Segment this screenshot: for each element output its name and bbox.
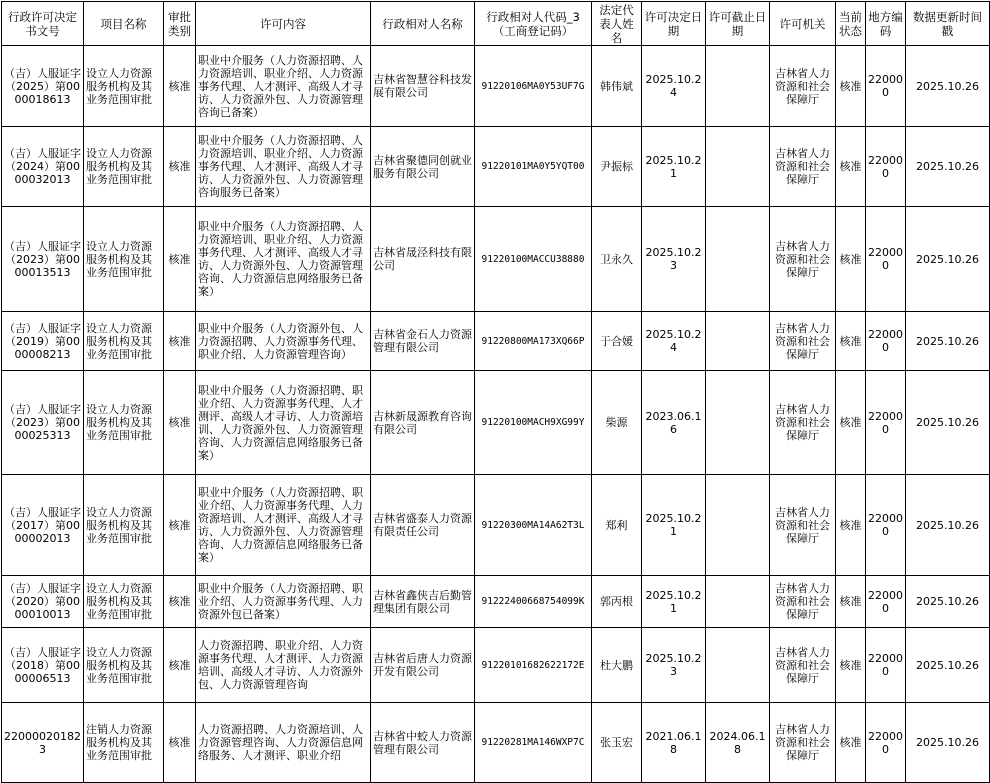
cell-content: 职业中介服务（人力资源招聘、人力资源培训、职业介绍、人力资源事务代理、人才测评、高级人才寻访、人力资源外包、人力资源管理咨询服务已备案） [196, 127, 371, 207]
cell-decision-date: 2025.10.21 [642, 576, 706, 628]
cell-category: 核准 [164, 475, 196, 576]
cell-status: 核准 [836, 576, 866, 628]
cell-authority: 吉林省人力资源和社会保障厅 [770, 46, 836, 127]
cell-region: 220000 [866, 576, 906, 628]
cell-company: 吉林省后唐人力资源开发有限公司 [371, 628, 475, 703]
cell-rep: 尹振标 [592, 127, 642, 207]
table-row [2, 576, 990, 628]
cell-code: 91220101682622172E [475, 628, 592, 703]
cell-authority: 吉林省人力资源和社会保障厅 [770, 576, 836, 628]
cell-company: 吉林省盛泰人力资源有限责任公司 [371, 475, 475, 576]
cell-project: 设立人力资源服务机构及其业务范围审批 [84, 46, 164, 127]
table-row [2, 371, 990, 475]
cell-category: 核准 [164, 127, 196, 207]
cell-status: 核准 [836, 475, 866, 576]
cell-category: 核准 [164, 371, 196, 475]
cell-code: 91220281MA146WXP7C [475, 703, 592, 783]
header-status: 当前状态 [836, 2, 866, 46]
cell-decision-date: 2025.10.21 [642, 127, 706, 207]
cell-doc-no: （吉）人服证字（2018）第0000006513 [2, 628, 84, 703]
cell-category: 核准 [164, 628, 196, 703]
cell-authority: 吉林省人力资源和社会保障厅 [770, 127, 836, 207]
cell-content: 人力资源招聘、职业介绍、人力资源事务代理、人才测评、人力资源培训、高级人才寻访、人力资源外包、人力资源管理咨询 [196, 628, 371, 703]
cell-decision-date: 2025.10.24 [642, 46, 706, 127]
cell-code: 91220106MA0Y53UF7G [475, 46, 592, 127]
cell-decision-date: 2025.10.23 [642, 628, 706, 703]
cell-status: 核准 [836, 46, 866, 127]
cell-end-date [706, 207, 770, 312]
cell-code: 91220100MACCU38880 [475, 207, 592, 312]
cell-status: 核准 [836, 371, 866, 475]
cell-content: 职业中介服务（人力资源外包、人力资源招聘、人力资源事务代理、职业介绍、人力资源管理咨询） [196, 312, 371, 371]
cell-category: 核准 [164, 576, 196, 628]
header-decision-date: 许可决定日期 [642, 2, 706, 46]
cell-code: 91220800MA173XQ66P [475, 312, 592, 371]
cell-updated: 2025.10.26 [906, 703, 990, 783]
cell-region: 220000 [866, 127, 906, 207]
cell-doc-no: （吉）人服证字（2025）第0000018613 [2, 46, 84, 127]
cell-end-date [706, 628, 770, 703]
header-content: 许可内容 [196, 2, 371, 46]
cell-decision-date: 2021.06.18 [642, 703, 706, 783]
cell-updated: 2025.10.26 [906, 628, 990, 703]
cell-code: 91220300MA14A62T3L [475, 475, 592, 576]
header-end-date: 许可截止日期 [706, 2, 770, 46]
table-row [2, 628, 990, 703]
cell-rep: 杜大鹏 [592, 628, 642, 703]
header-row [2, 2, 990, 46]
cell-code: 91220100MACH9XG99Y [475, 371, 592, 475]
cell-category: 核准 [164, 207, 196, 312]
table-row [2, 46, 990, 127]
cell-project: 设立人力资源服务机构及其业务范围审批 [84, 127, 164, 207]
cell-doc-no: （吉）人服证字（2020）第0000010013 [2, 576, 84, 628]
cell-rep: 于合媛 [592, 312, 642, 371]
cell-category: 核准 [164, 312, 196, 371]
cell-company: 吉林新晟源教育咨询有限公司 [371, 371, 475, 475]
cell-region: 220000 [866, 703, 906, 783]
cell-updated: 2025.10.26 [906, 207, 990, 312]
cell-decision-date: 2025.10.23 [642, 207, 706, 312]
cell-company: 吉林省鑫侠吉后勤管理集团有限公司 [371, 576, 475, 628]
cell-authority: 吉林省人力资源和社会保障厅 [770, 628, 836, 703]
header-doc-no: 行政许可决定书文号 [2, 2, 84, 46]
table-row [2, 127, 990, 207]
cell-region: 220000 [866, 207, 906, 312]
cell-content: 职业中介服务（人力资源招聘、职业介绍、人力资源事务代理、人力资源外包已备案） [196, 576, 371, 628]
cell-decision-date: 2025.10.24 [642, 312, 706, 371]
cell-status: 核准 [836, 127, 866, 207]
cell-rep: 柴源 [592, 371, 642, 475]
cell-region: 220000 [866, 475, 906, 576]
cell-authority: 吉林省人力资源和社会保障厅 [770, 475, 836, 576]
cell-status: 核准 [836, 628, 866, 703]
cell-end-date [706, 46, 770, 127]
table-row [2, 207, 990, 312]
cell-decision-date: 2023.06.16 [642, 371, 706, 475]
cell-region: 220000 [866, 371, 906, 475]
cell-project: 注销人力资源服务机构及其业务范围审批 [84, 703, 164, 783]
cell-updated: 2025.10.26 [906, 371, 990, 475]
header-authority: 许可机关 [770, 2, 836, 46]
header-code: 行政相对人代码_3（工商登记码） [475, 2, 592, 46]
permit-table [1, 1, 990, 783]
header-updated: 数据更新时间戳 [906, 2, 990, 46]
cell-region: 220000 [866, 628, 906, 703]
cell-end-date [706, 127, 770, 207]
cell-category: 核准 [164, 703, 196, 783]
cell-decision-date: 2025.10.21 [642, 475, 706, 576]
table-row [2, 475, 990, 576]
header-project: 项目名称 [84, 2, 164, 46]
cell-company: 吉林省金石人力资源管理有限公司 [371, 312, 475, 371]
cell-region: 220000 [866, 312, 906, 371]
cell-updated: 2025.10.26 [906, 312, 990, 371]
cell-project: 设立人力资源服务机构及其业务范围审批 [84, 628, 164, 703]
cell-project: 设立人力资源服务机构及其业务范围审批 [84, 576, 164, 628]
cell-rep: 郭丙根 [592, 576, 642, 628]
header-rep: 法定代表人姓名 [592, 2, 642, 46]
header-company: 行政相对人名称 [371, 2, 475, 46]
cell-end-date: 2024.06.18 [706, 703, 770, 783]
cell-doc-no: （吉）人服证字（2024）第0000032013 [2, 127, 84, 207]
table-row [2, 703, 990, 783]
cell-doc-no: （吉）人服证字（2019）第0000008213 [2, 312, 84, 371]
cell-content: 人力资源招聘、人力资源培训、人力资源管理咨询、人力资源信息网络服务、人才测评、职业介绍 [196, 703, 371, 783]
cell-updated: 2025.10.26 [906, 46, 990, 127]
cell-content: 职业中介服务（人力资源招聘、职业介绍、人力资源事务代理、人才测评、高级人才寻访、人力资源培训、人力资源外包、人力资源管理咨询、人力资源信息网络服务已备案） [196, 371, 371, 475]
cell-project: 设立人力资源服务机构及其业务范围审批 [84, 207, 164, 312]
cell-company: 吉林省智慧谷科技发展有限公司 [371, 46, 475, 127]
cell-end-date [706, 312, 770, 371]
cell-updated: 2025.10.26 [906, 475, 990, 576]
header-category: 审批类别 [164, 2, 196, 46]
cell-project: 设立人力资源服务机构及其业务范围审批 [84, 475, 164, 576]
cell-doc-no: （吉）人服证字（2017）第0000002013 [2, 475, 84, 576]
cell-updated: 2025.10.26 [906, 576, 990, 628]
cell-end-date [706, 371, 770, 475]
cell-rep: 卫永久 [592, 207, 642, 312]
cell-category: 核准 [164, 46, 196, 127]
cell-company: 吉林省晟泾科技有限公司 [371, 207, 475, 312]
cell-doc-no: （吉）人服证字（2023）第0000013513 [2, 207, 84, 312]
cell-authority: 吉林省人力资源和社会保障厅 [770, 207, 836, 312]
cell-end-date [706, 475, 770, 576]
cell-content: 职业中介服务（人力资源招聘、职业介绍、人力资源事务代理、人力资源培训、人才测评、高级人才寻访、人力资源外包、人力资源管理咨询、人力资源信息网络服务已备案） [196, 475, 371, 576]
cell-end-date [706, 576, 770, 628]
cell-authority: 吉林省人力资源和社会保障厅 [770, 703, 836, 783]
cell-rep: 韩伟斌 [592, 46, 642, 127]
cell-updated: 2025.10.26 [906, 127, 990, 207]
cell-content: 职业中介服务（人力资源招聘、人力资源培训、职业介绍、人力资源事务代理、人才测评、高级人才寻访、人力资源外包、人力资源管理咨询已备案） [196, 46, 371, 127]
cell-status: 核准 [836, 312, 866, 371]
cell-region: 220000 [866, 46, 906, 127]
cell-status: 核准 [836, 207, 866, 312]
cell-code: 91220101MA0Y5YQT00 [475, 127, 592, 207]
cell-doc-no: 220000201823 [2, 703, 84, 783]
header-region: 地方编码 [866, 2, 906, 46]
cell-authority: 吉林省人力资源和社会保障厅 [770, 312, 836, 371]
cell-company: 吉林省中蛟人力资源管理有限公司 [371, 703, 475, 783]
cell-project: 设立人力资源服务机构及其业务范围审批 [84, 312, 164, 371]
cell-doc-no: （吉）人服证字（2023）第0000025313 [2, 371, 84, 475]
cell-code: 91222400668754099K [475, 576, 592, 628]
cell-status: 核准 [836, 703, 866, 783]
cell-project: 设立人力资源服务机构及其业务范围审批 [84, 371, 164, 475]
cell-content: 职业中介服务（人力资源招聘、人力资源培训、职业介绍、人力资源事务代理、人才测评、高级人才寻访、人力资源外包、人力资源管理咨询、人力资源信息网络服务已备案） [196, 207, 371, 312]
cell-rep: 郑利 [592, 475, 642, 576]
table-row [2, 312, 990, 371]
cell-company: 吉林省聚德同创就业服务有限公司 [371, 127, 475, 207]
cell-authority: 吉林省人力资源和社会保障厅 [770, 371, 836, 475]
cell-rep: 张玉宏 [592, 703, 642, 783]
